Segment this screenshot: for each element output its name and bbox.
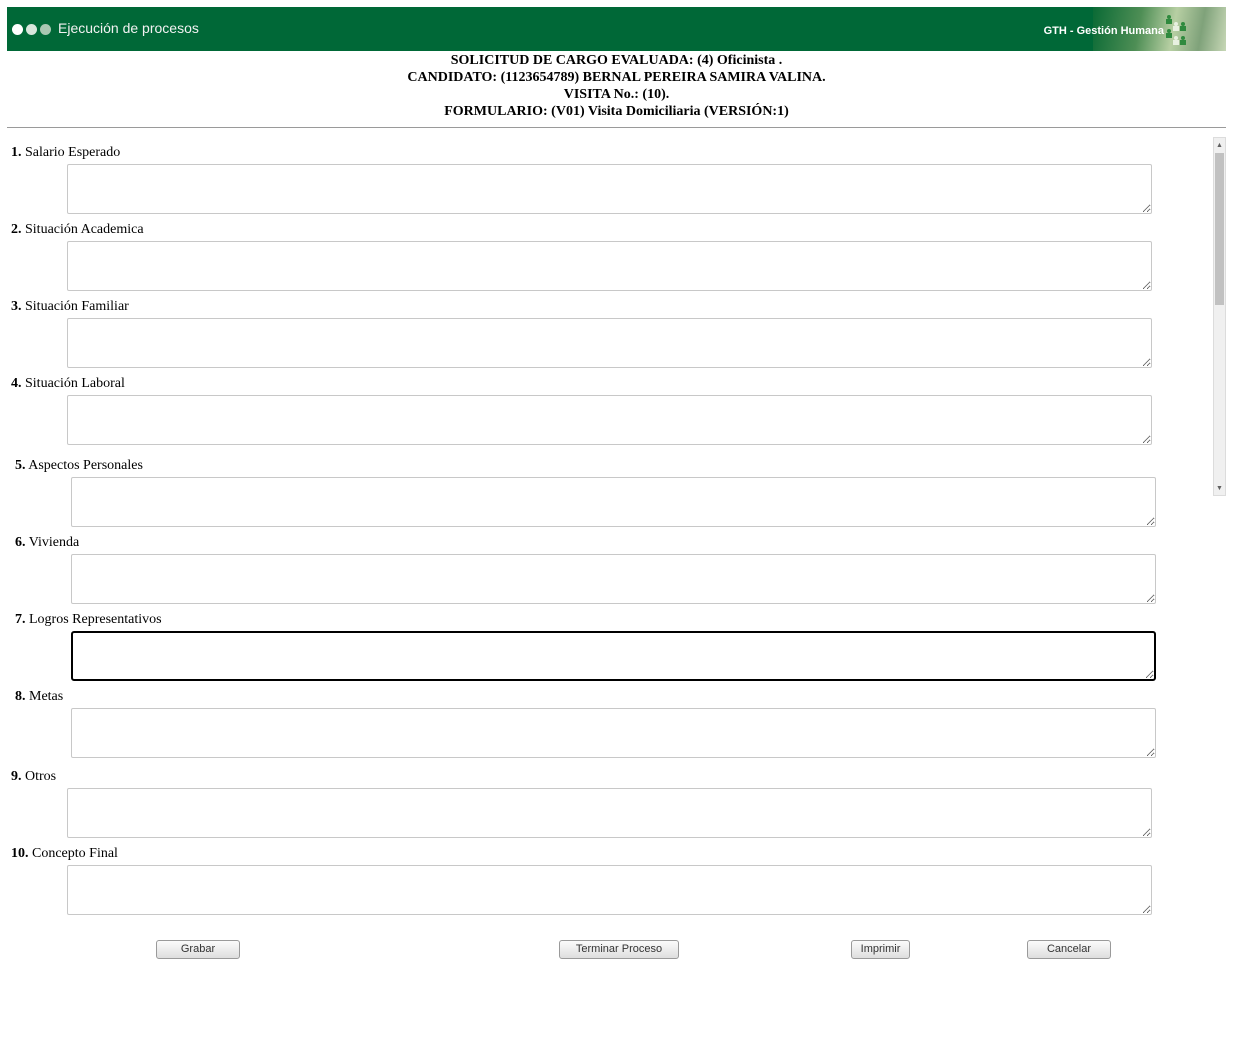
question-label: 1. Salario Esperado <box>11 145 121 160</box>
app-title: Ejecución de procesos <box>58 20 199 36</box>
vivienda-field[interactable] <box>71 554 1156 604</box>
situacion-academica-field[interactable] <box>67 241 1152 291</box>
situacion-laboral-field[interactable] <box>67 395 1152 445</box>
question-label: 10. Concepto Final <box>11 846 118 861</box>
divider <box>7 127 1226 128</box>
form-line: FORMULARIO: (V01) Visita Domiciliaria (VERSIÓN:1) <box>444 104 789 119</box>
logros-representativos-field[interactable] <box>71 631 1156 681</box>
question-label: 2. Situación Academica <box>11 222 144 237</box>
visit-line: VISITA No.: (10). <box>563 87 670 102</box>
question-label: 5. Aspectos Personales <box>15 458 143 473</box>
situacion-familiar-field[interactable] <box>67 318 1152 368</box>
otros-field[interactable] <box>67 788 1152 838</box>
question-label: 4. Situación Laboral <box>11 376 125 391</box>
brand-label: GTH - Gestión Humana <box>1043 25 1164 37</box>
cancel-button[interactable]: Cancelar <box>1027 940 1111 959</box>
question-label: 7. Logros Representativos <box>15 612 162 627</box>
aspectos-personales-field[interactable] <box>71 477 1156 527</box>
window-dots-icon <box>12 24 51 35</box>
header-bar <box>7 7 1226 51</box>
concepto-final-field[interactable] <box>67 865 1152 915</box>
question-label: 8. Metas <box>15 689 64 704</box>
requisition-line: SOLICITUD DE CARGO EVALUADA: (4) Oficinista . <box>450 53 783 68</box>
question-label: 9. Otros <box>11 769 57 784</box>
vertical-scrollbar[interactable] <box>1213 137 1226 496</box>
question-label: 6. Vivienda <box>15 535 80 550</box>
finish-process-button[interactable]: Terminar Proceso <box>559 940 679 959</box>
scroll-thumb[interactable] <box>1215 153 1224 305</box>
people-logo-icon <box>1164 11 1192 47</box>
salario-esperado-field[interactable] <box>67 164 1152 214</box>
print-button[interactable]: Imprimir <box>851 940 910 959</box>
scroll-up-icon[interactable]: ▲ <box>1214 138 1225 152</box>
save-button[interactable]: Grabar <box>156 940 240 959</box>
candidate-line: CANDIDATO: (1123654789) BERNAL PEREIRA SAMIRA VALINA. <box>407 70 826 85</box>
question-label: 3. Situación Familiar <box>11 299 129 314</box>
metas-field[interactable] <box>71 708 1156 758</box>
scroll-down-icon[interactable]: ▼ <box>1214 481 1225 495</box>
evaluation-info <box>7 52 1226 120</box>
